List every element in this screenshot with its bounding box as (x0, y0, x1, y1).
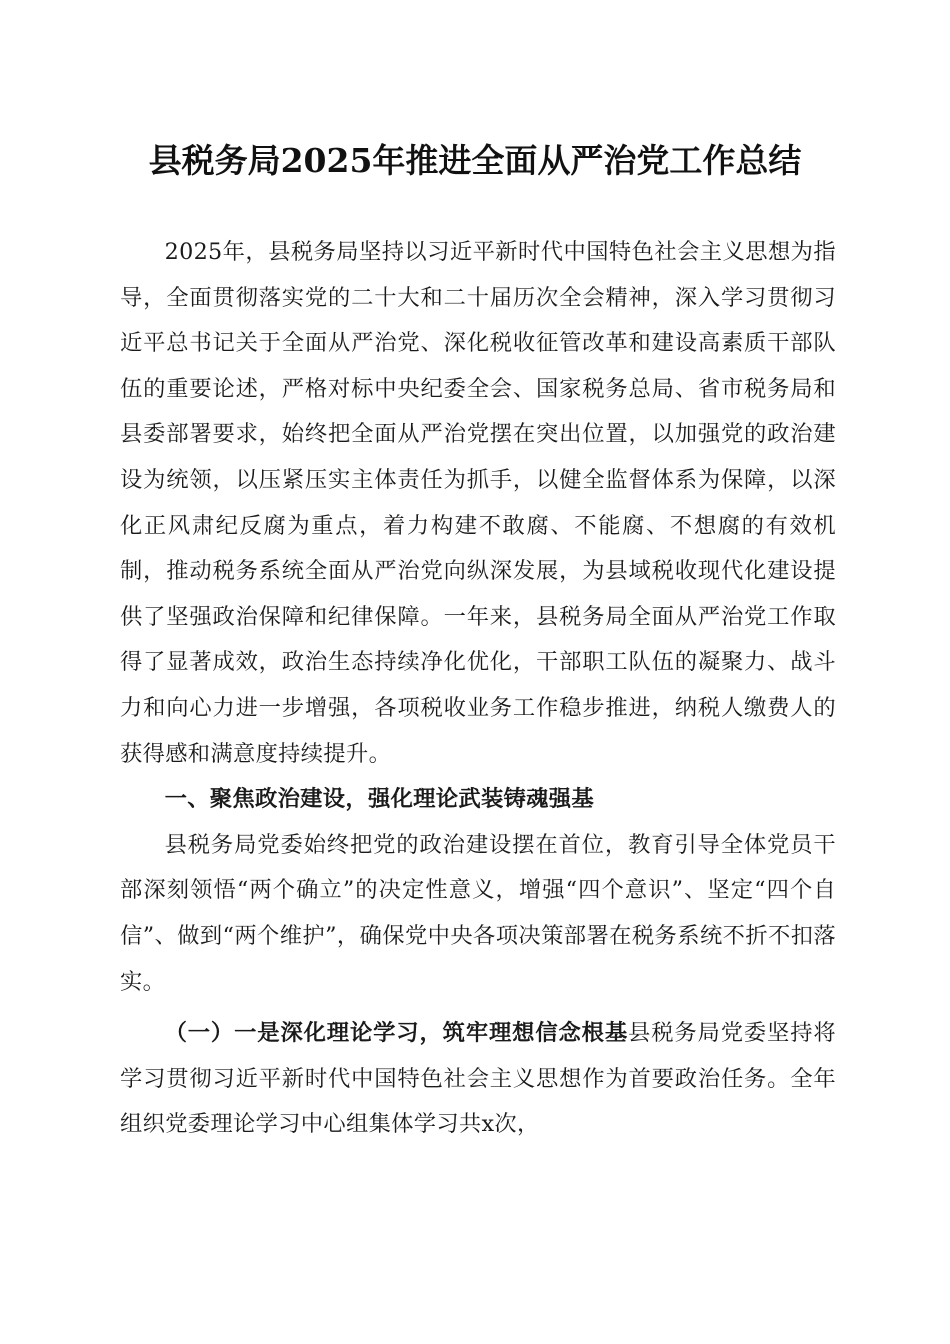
subsection-1-text: 县税务局党委坚持将学习贯彻习近平新时代中国特色社会主义思想作为首要政治任务。全年组织党委理论学习中心组集体学习共x次， (120, 1020, 836, 1138)
subsection-1-heading: （一）一是深化理论学习，筑牢理想信念根基 (164, 1020, 629, 1047)
section-1-paragraph: 县税务局党委始终把党的政治建设摆在首位，教育引导全体党员干部深刻领悟“两个确立”的决定性意义，增强“四个意识”、坚定“四个自信”、做到“两个维护”，确保党中央各项决策部署在税务系统不折不扣落实。 (120, 831, 836, 995)
intro-paragraph: 2025年，县税务局坚持以习近平新时代中国特色社会主义思想为指导，全面贯彻落实党的二十大和二十届历次全会精神，深入学习贯彻习近平总书记关于全面从严治党、深化税收征管改革和建设高素质干部队伍的重要论述，严格对标中央纪委全会、国家税务总局、省市税务局和县委部署要求，始终把全面从严治党摆在突出位置，以加强党的政治建设为统领，以压紧压实主体责任为抓手，以健全监督体系为保障，以深化正风肃纪反腐为重点，着力构建不敢腐、不能腐、不想腐的有效机制，推动税务系统全面从严治党向纵深发展，为县域税收现代化建设提供了坚强政治保障和纪律保障。一年来，县税务局全面从严治党工作取得了显著成效，政治生态持续净化优化，干部职工队伍的凝聚力、战斗力和向心力进一步增强，各项税收业务工作稳步推进，纳税人缴费人的获得感和满意度持续提升。 (120, 239, 836, 767)
subsection-1-paragraph (120, 1011, 836, 1148)
document-title: 县税务局2025年推进全面从严治党工作总结 (148, 141, 802, 180)
document-body (120, 230, 836, 1148)
section-1-heading: 一、聚焦政治建设，强化理论武装铸魂强基 (164, 786, 594, 813)
